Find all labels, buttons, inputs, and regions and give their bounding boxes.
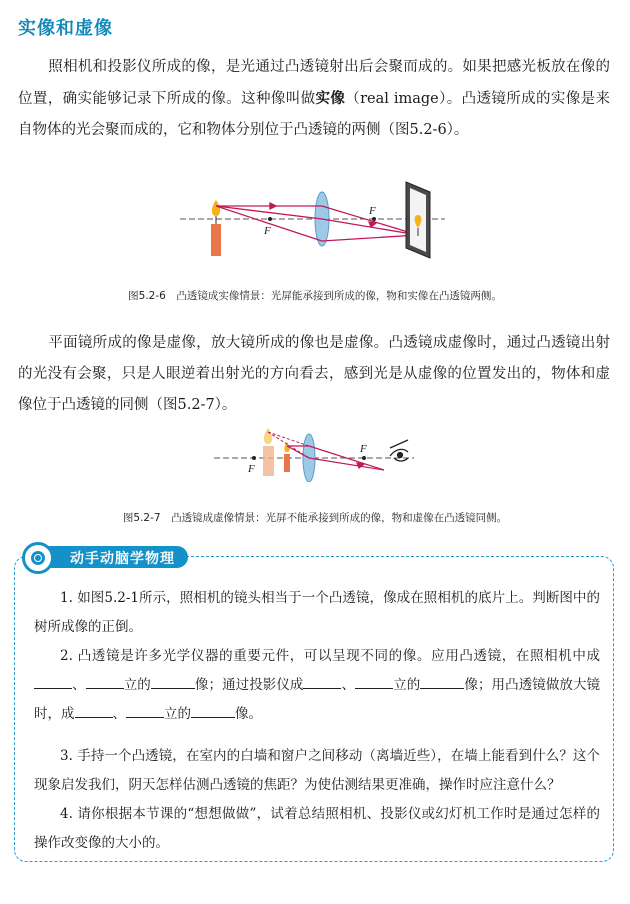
question-2-sep: 、 — [112, 706, 126, 722]
target-icon — [22, 542, 54, 574]
paragraph-real-image — [18, 52, 610, 146]
candle-flame — [212, 200, 220, 216]
virtual-image-candle — [263, 446, 274, 476]
answer-blank[interactable] — [151, 674, 195, 689]
question-2-part-a: 2. 凸透镜是许多光学仪器的重要元件，可以呈现不同的像。应用凸透镜，在照相机中成 — [60, 648, 600, 664]
question-3-text: 3. 手持一个凸透镜，在室内的白墙和窗户之间移动（离墙近些），在墙上能看到什么？这个现象启发我们，阴天怎样估测凸透镜的焦距？为使估测结果更准确，操作时应注意什么？ — [34, 748, 600, 793]
para1-text-a: 照相机和投影仪所成的像，是光通过凸透镜射出后会聚而成的。如果把感光板放在像的位置，确实能够记录下所成的像。这种像叫做 — [18, 59, 610, 107]
answer-blank[interactable] — [420, 674, 464, 689]
para1-text-b: （real image）。凸透镜所成的实像是来自物体的光会聚而成的，它和物体分别位于凸透镜的两侧（图5.2-6）。 — [18, 91, 610, 138]
answer-blank[interactable] — [126, 703, 164, 718]
section-title: 实像和虚像 — [18, 18, 113, 39]
question-2-part-e: 像；用凸透镜做放大镜时，成 — [34, 677, 601, 722]
paragraph-virtual-image — [18, 328, 610, 421]
figure-caption-5-2-6: 图5.2-6 凸透镜成实像情景：光屏能承接到所成的像，物和实像在凸透镜两侧。 — [128, 290, 502, 302]
activity-badge — [18, 542, 198, 570]
focal-label-left: F — [264, 225, 271, 237]
figure-virtual-image-diagram — [214, 422, 424, 482]
figure-real-image-diagram — [180, 178, 460, 260]
question-2-part-d: 立的 — [393, 677, 421, 693]
question-1 — [34, 584, 600, 642]
question-2-part-c: 像；通过投影仪成 — [194, 677, 304, 693]
question-2-sep: 、 — [341, 677, 356, 693]
term-real-image: 实像 — [315, 90, 346, 107]
question-2-part-f: 立的 — [164, 706, 191, 722]
answer-blank[interactable] — [355, 674, 393, 689]
question-2-part-g: 像。 — [235, 706, 262, 722]
question-4-text: 4. 请你根据本节课的“想想做做”，试着总结照相机、投影仪或幻灯机工作时是通过怎样的操作改变像的大小的。 — [34, 806, 600, 851]
question-3 — [34, 742, 600, 800]
answer-blank[interactable] — [191, 703, 235, 718]
candle-object — [211, 224, 221, 256]
answer-blank[interactable] — [303, 674, 341, 689]
answer-blank[interactable] — [86, 674, 124, 689]
para2-text: 平面镜所成的像是虚像，放大镜所成的像也是虚像。凸透镜成虚像时，通过凸透镜出射的光没有会聚，只是人眼逆着出射光的方向看去，感到光是从虚像的位置发出的，物体和虚像位于凸透镜的同侧（图5.2-7）。 — [18, 335, 610, 413]
focal-label-left: F — [248, 463, 255, 475]
focal-label-right: F — [369, 205, 376, 217]
activity-title: 动手动脑学物理 — [70, 551, 175, 567]
answer-blank[interactable] — [34, 674, 72, 689]
answer-blank[interactable] — [75, 703, 113, 718]
question-1-text: 1. 如图5.2-1所示，照相机的镜头相当于一个凸透镜，像成在照相机的底片上。判断图中的树所成像的正倒。 — [34, 590, 600, 635]
question-2-sep: 、 — [72, 677, 86, 693]
question-4 — [34, 800, 600, 858]
question-2-part-b: 立的 — [123, 677, 151, 693]
figure-caption-5-2-7: 图5.2-7 凸透镜成虚像情景：光屏不能承接到所成的像，物和虚像在凸透镜同侧。 — [122, 512, 508, 524]
question-2 — [34, 642, 600, 729]
focal-label-right: F — [360, 443, 367, 455]
candle-object — [284, 454, 290, 472]
